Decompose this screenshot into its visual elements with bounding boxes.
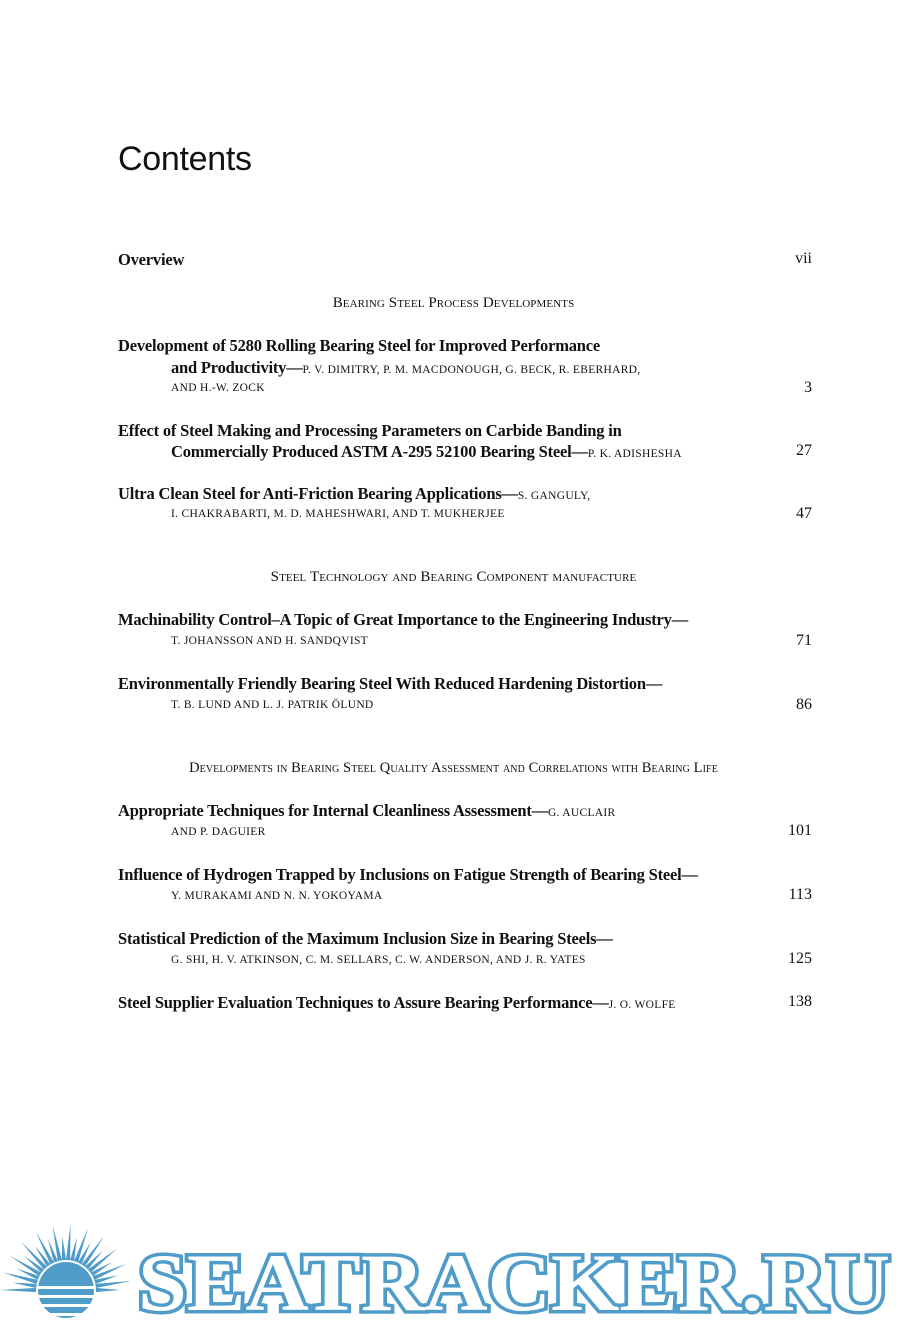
- entry-authors: G. SHI, H. V. ATKINSON, C. M. SELLARS, C. W. ANDERSON, AND J. R. YATES: [171, 954, 586, 966]
- page-title: Contents: [118, 140, 252, 178]
- entry-authors: T. B. LUND AND L. J. PATRIK ÖLUND: [171, 699, 374, 711]
- sun-logo-icon: [0, 1224, 131, 1318]
- entry-authors: P. V. DIMITRY, P. M. MACDONOUGH, G. BECK, R. EBERHARD,: [302, 364, 641, 376]
- overview-page: vii: [795, 250, 812, 267]
- entry-title: Machinability Control–A Topic of Great Importance to the Engineering Industry—: [118, 610, 689, 629]
- entry-authors: G. AUCLAIR: [547, 807, 616, 819]
- entry-title: Statistical Prediction of the Maximum Inclusion Size in Bearing Steels—: [118, 929, 613, 948]
- watermark: [0, 1200, 907, 1332]
- section-heading: Bearing Steel Process Developments: [332, 295, 575, 311]
- watermark-graphic: [0, 1200, 907, 1332]
- entry-title: Ultra Clean Steel for Anti-Friction Bearing Applications—: [118, 484, 518, 503]
- entry-title: Influence of Hydrogen Trapped by Inclusions on Fatigue Strength of Bearing Steel—: [118, 865, 698, 884]
- entry-title: Environmentally Friendly Bearing Steel With Reduced Hardening Distortion—: [118, 674, 663, 693]
- entry-authors: S. GANGULY,: [517, 490, 591, 502]
- overview-label[interactable]: Overview: [118, 250, 185, 269]
- watermark-text: SEATRACKER.RU: [138, 1237, 890, 1328]
- entry-authors: P. K. ADISHESHA: [587, 448, 682, 460]
- entry-page: 86: [796, 696, 812, 713]
- entry-page: 71: [796, 632, 812, 649]
- section-heading: Developments in Bearing Steel Quality Assessment and Correlations with Bearing Life: [189, 760, 718, 776]
- entry-title: Steel Supplier Evaluation Techniques to Assure Bearing Performance—: [118, 993, 609, 1012]
- entry-page: 27: [796, 442, 812, 459]
- entry-authors-continued: AND P. DAGUIER: [171, 826, 266, 838]
- entry-page: 47: [796, 505, 812, 522]
- entry-title: Effect of Steel Making and Processing Parameters on Carbide Banding in: [118, 421, 622, 440]
- entry-page: 113: [788, 886, 812, 903]
- entry-title: Development of 5280 Rolling Bearing Steel for Improved Performance: [118, 336, 601, 355]
- entry-page: 101: [788, 822, 812, 839]
- entry-authors: J. O. WOLFE: [608, 999, 676, 1011]
- entry-authors-continued: AND H.-W. ZOCK: [171, 382, 265, 394]
- entry-page: 138: [788, 993, 812, 1010]
- entry-authors: T. JOHANSSON AND H. SANDQVIST: [171, 635, 368, 647]
- section-heading: Steel Technology and Bearing Component manufacture: [270, 569, 637, 585]
- entry-title-continued: Commercially Produced ASTM A-295 52100 Bearing Steel—: [171, 442, 588, 461]
- entry-page: 3: [804, 379, 812, 396]
- entry-page: 125: [788, 950, 812, 967]
- entry-title-continued: and Productivity—: [171, 358, 303, 377]
- entry-authors: Y. MURAKAMI AND N. N. YOKOYAMA: [171, 890, 383, 902]
- entry-authors-continued: I. CHAKRABARTI, M. D. MAHESHWARI, AND T. MUKHERJEE: [171, 508, 505, 520]
- entry-title: Appropriate Techniques for Internal Cleanliness Assessment—: [118, 801, 548, 820]
